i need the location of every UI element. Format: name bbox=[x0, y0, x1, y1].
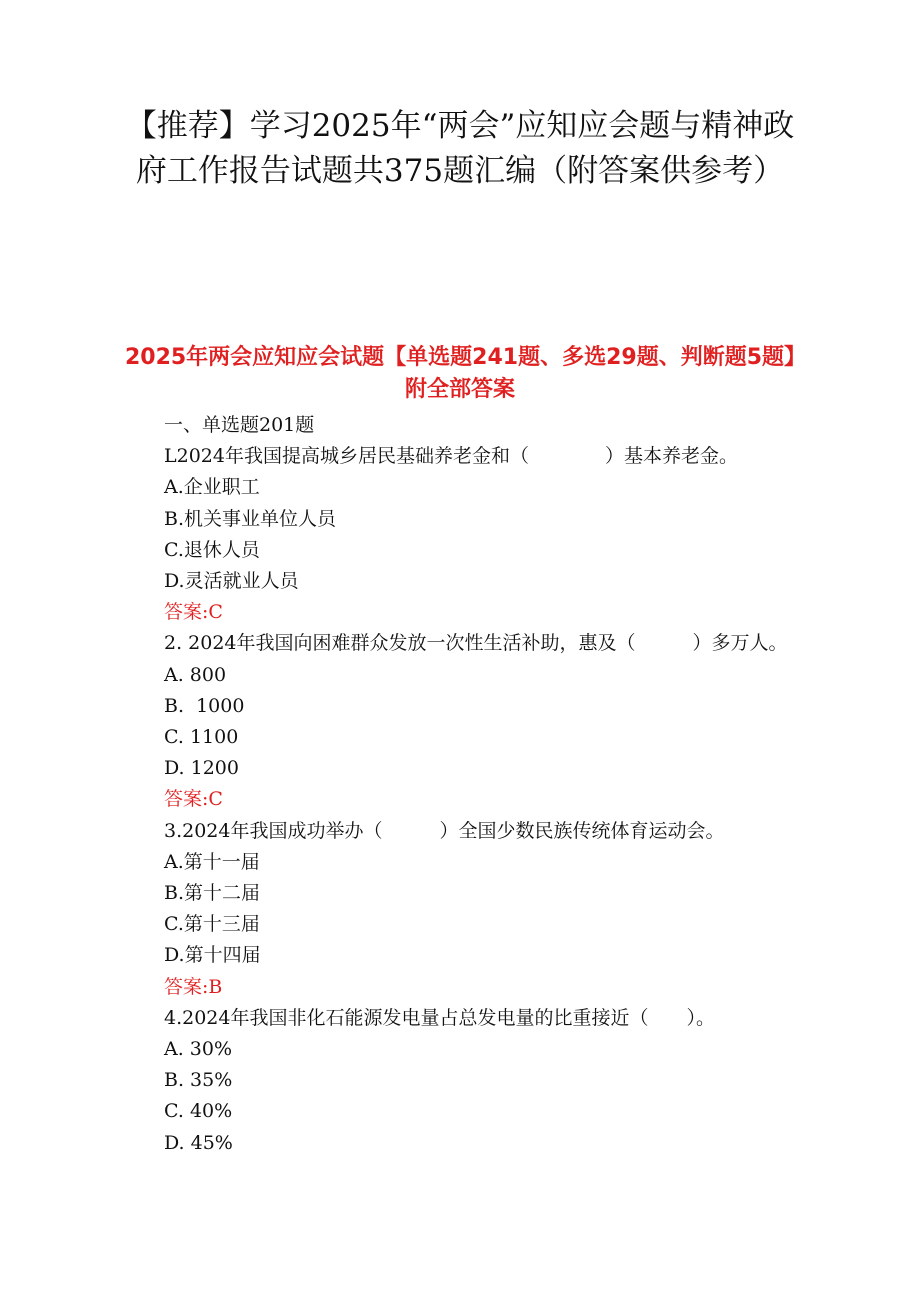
question-4-stem: 4.2024年我国非化石能源发电量占总发电量的比重接近（ ）。 bbox=[164, 1006, 715, 1029]
question-2-answer: 答案:C bbox=[164, 788, 223, 811]
question-1-answer: 答案:C bbox=[164, 601, 223, 624]
question-4-option-d: D. 45% bbox=[164, 1131, 233, 1154]
question-3-answer: 答案:B bbox=[164, 975, 223, 998]
question-1-option-d: D.灵活就业人员 bbox=[164, 570, 299, 593]
question-2-stem bbox=[133, 628, 793, 659]
question-2-option-b: B. 1000 bbox=[164, 694, 245, 717]
section-heading: 2025年两会应知应会试题【单选题241题、多选29题、判断题5题】附全部答案 bbox=[124, 345, 796, 402]
question-1-option-b: B.机关事业单位人员 bbox=[164, 507, 337, 530]
document-title: 【推荐】学习2025年“两会”应知应会题与精神政府工作报告试题共375题汇编（附答案供参考） bbox=[125, 108, 795, 189]
question-2-stem-text: 2. 2024年我国向困难群众发放一次性生活补助，惠及（ ）多万人。 bbox=[164, 632, 788, 655]
question-3-option-c: C.第十三届 bbox=[164, 913, 260, 936]
question-4-option-b: B. 35% bbox=[164, 1069, 233, 1092]
question-2-option-c: C. 1100 bbox=[164, 726, 239, 749]
question-1-stem: L2024年我国提高城乡居民基础养老金和（ ）基本养老金。 bbox=[164, 445, 738, 468]
question-2-option-d: D. 1200 bbox=[164, 757, 239, 780]
question-3-option-a: A.第十一届 bbox=[164, 850, 260, 873]
question-3-stem: 3.2024年我国成功举办（ ）全国少数民族传统体育运动会。 bbox=[164, 819, 725, 842]
question-1-option-a: A.企业职工 bbox=[164, 476, 260, 499]
part-heading: 一、单选题201题 bbox=[164, 414, 315, 436]
question-body bbox=[133, 410, 793, 1159]
question-3-option-b: B.第十二届 bbox=[164, 882, 261, 905]
question-4-option-a: A. 30% bbox=[164, 1038, 233, 1061]
question-1-option-c: C.退休人员 bbox=[164, 538, 260, 561]
question-3-option-d: D.第十四届 bbox=[164, 944, 261, 967]
question-4-option-c: C. 40% bbox=[164, 1100, 233, 1123]
question-2-option-a: A. 800 bbox=[164, 663, 227, 686]
